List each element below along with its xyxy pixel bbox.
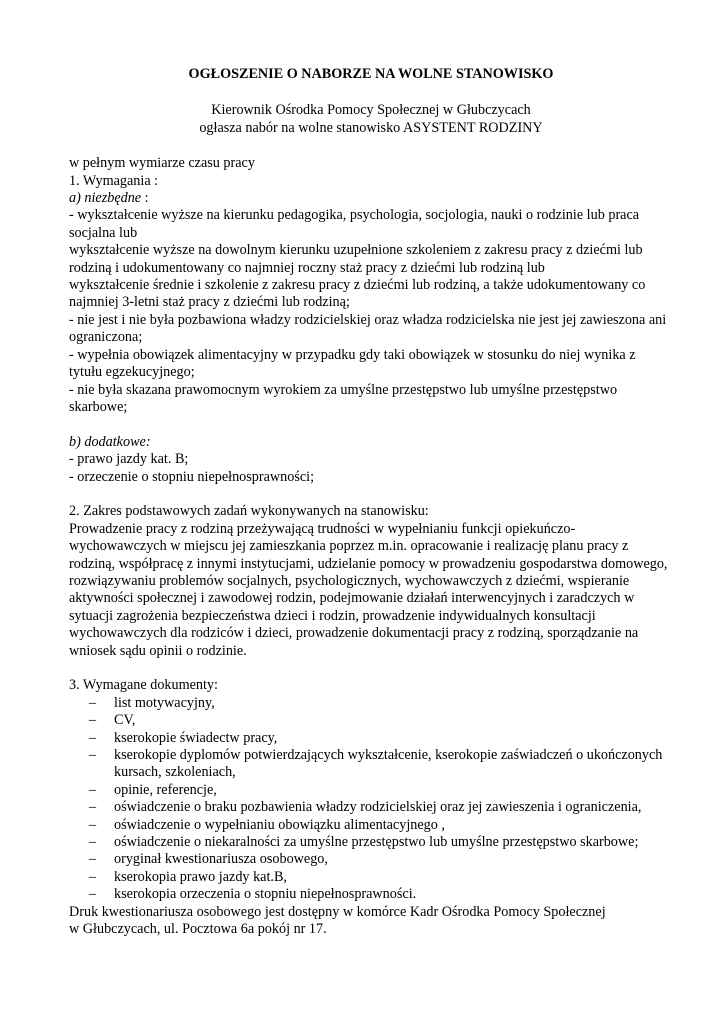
essential-colon: : <box>141 190 149 207</box>
essential-requirements-heading <box>69 190 669 207</box>
essential-label: a) niezbędne <box>69 190 142 207</box>
document-item-text: oświadczenie o braku pozbawienia władzy rodzicielskiej oraz jej zawieszenia i ograniczenia, <box>114 799 642 816</box>
document-title: OGŁOSZENIE O NABORZE NA WOLNE STANOWISKO <box>188 66 554 82</box>
dash-bullet: – <box>89 781 97 798</box>
spacer <box>69 486 669 503</box>
document-item-text: kserokopie świadectw pracy, <box>114 729 278 746</box>
dash-bullet: – <box>89 712 97 729</box>
document-page <box>69 66 669 938</box>
list-item <box>69 851 669 868</box>
list-item <box>69 712 669 729</box>
requirement-item: - wykształcenie wyższe na kierunku pedagogika, psychologia, socjologia, nauki o rodzinie lub praca socjalna lub <box>69 207 640 241</box>
footer-note-line: Druk kwestionariusza osobowego jest dostępny w komórce Kadr Ośrodka Pomocy Społecznej <box>69 903 606 920</box>
dash-bullet: – <box>89 816 97 833</box>
additional-requirement-item: - prawo jazdy kat. B; <box>69 451 189 468</box>
additional-requirements-heading: b) dodatkowe: <box>69 433 151 450</box>
duties-heading: 2. Zakres podstawowych zadań wykonywanych na stanowisku: <box>69 503 429 520</box>
dash-bullet: – <box>89 799 97 816</box>
document-item-text: oświadczenie o wypełnianiu obowiązku alimentacyjnego , <box>114 816 445 833</box>
list-item <box>69 730 669 747</box>
requirement-item: - nie była skazana prawomocnym wyrokiem za umyślne przestępstwo lub umyślne przestępstwo skarbowe; <box>69 381 618 415</box>
document-item-text: CV, <box>114 712 136 729</box>
document-item-text: kserokopia prawo jazdy kat.B, <box>114 868 287 885</box>
list-item <box>69 834 669 851</box>
announcer-line: Kierownik Ośrodka Pomocy Społecznej w Głubczycach <box>211 102 531 119</box>
documents-list <box>69 695 669 904</box>
requirements-heading: 1. Wymagania : <box>69 172 159 189</box>
list-item <box>69 747 669 782</box>
documents-heading: 3. Wymagane dokumenty: <box>69 677 219 694</box>
document-item-text: kserokopia orzeczenia o stopniu niepełnosprawności. <box>114 886 417 903</box>
dash-bullet: – <box>89 694 97 711</box>
additional-requirement-item: - orzeczenie o stopniu niepełnosprawności; <box>69 468 315 485</box>
document-body <box>69 155 669 938</box>
list-item <box>69 869 669 886</box>
dash-bullet: – <box>89 868 97 885</box>
duties-text: Prowadzenie pracy z rodziną przeżywającą trudności w wypełnianiu funkcji opiekuńczo-wychowawczych w miejscu jej zamieszkania poprzez m.in. opracowanie i realizację planu pracy z rodziną, współpracę z innymi instytucjami, udzielanie pomocy w prowadzeniu gospodarstwa domowego, rozwiązywaniu problemów socjalnych, psychologicznych, wychowawczych z dziećmi, wspieranie aktywności społecznej i zawodowej rodzin, podejmowanie działań interwencyjnych i zaradczych w sytuacji zagrożenia bezpieczeństwa dzieci i rodzin, prowadzenie indywidualnych konsultacji wychowawczych dla rodziców i dzieci, prowadzenie dokumentacji pracy z rodziną, sporządzanie na wniosek sądu opinii o rodzinie. <box>69 520 668 659</box>
list-item <box>69 782 669 799</box>
dash-bullet: – <box>89 851 97 868</box>
footer-address-line: w Głubczycach, ul. Pocztowa 6a pokój nr 17. <box>69 921 327 938</box>
document-item-text: oświadczenie o niekaralności za umyślne przestępstwo lub umyślne przestępstwo skarbowe; <box>114 834 639 851</box>
position-line: ogłasza nabór na wolne stanowisko ASYSTENT RODZINY <box>199 119 543 136</box>
list-item <box>69 799 669 816</box>
document-item-text: kserokopie dyplomów potwierdzających wykształcenie, kserokopie zaświadczeń o ukończonych kursach, szkoleniach, <box>114 746 663 781</box>
list-item <box>69 817 669 834</box>
requirement-item: - nie jest i nie była pozbawiona władzy rodzicielskiej oraz władza rodzicielska nie jest jej zawieszona ani ograniczona; <box>69 311 667 346</box>
list-item <box>69 886 669 903</box>
document-item-text: list motywacyjny, <box>114 694 215 711</box>
dash-bullet: – <box>89 746 97 763</box>
spacer <box>69 660 669 677</box>
dash-bullet: – <box>89 886 97 903</box>
employment-scope: w pełnym wymiarze czasu pracy <box>69 155 255 172</box>
list-item <box>69 695 669 712</box>
spacer <box>69 416 669 433</box>
requirement-item: - wypełnia obowiązek alimentacyjny w przypadku gdy taki obowiązek w stosunku do niej wynika z tytułu egzekucyjnego; <box>69 346 636 381</box>
requirement-item: wykształcenie wyższe na dowolnym kierunku uzupełnione szkoleniem z zakresu pracy z dziećmi lub rodziną i udokumentowany co najmniej roczny staż pracy z dziećmi lub rodziną lub <box>69 242 643 276</box>
document-item-text: opinie, referencje, <box>114 781 217 798</box>
requirement-item: wykształcenie średnie i szkolenie z zakresu pracy z dziećmi lub rodziną, a także udokumentowany co najmniej 3-letni staż pracy z dziećmi lub rodziną; <box>69 277 646 311</box>
announcement-header <box>69 102 669 137</box>
dash-bullet: – <box>89 729 97 746</box>
dash-bullet: – <box>89 834 97 851</box>
document-item-text: oryginał kwestionariusza osobowego, <box>114 851 328 868</box>
